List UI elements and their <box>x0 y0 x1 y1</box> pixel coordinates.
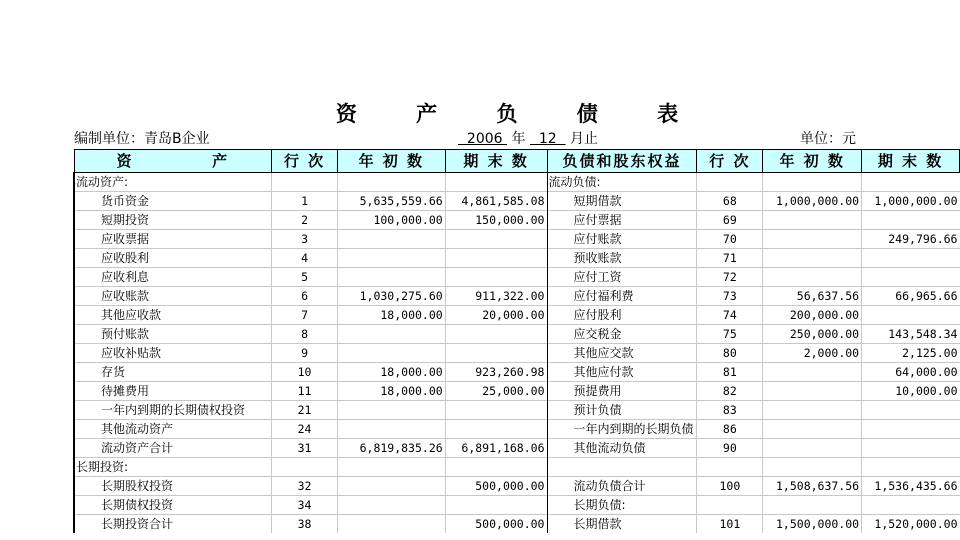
liability-end-cell: 1,536,435.66 <box>862 477 960 496</box>
col-header-begin2: 年 初 数 <box>763 150 862 173</box>
liability-end-cell: 249,796.66 <box>862 230 960 249</box>
liability-begin-cell <box>763 458 862 477</box>
asset-end-cell <box>445 458 547 477</box>
asset-begin-cell: 1,030,275.60 <box>337 287 445 306</box>
asset-name-cell: 应收利息 <box>74 268 272 287</box>
liability-begin-cell: 1,000,000.00 <box>763 192 862 211</box>
asset-name-cell: 流动资产合计 <box>74 439 272 458</box>
liability-begin-cell <box>763 439 862 458</box>
asset-begin-cell <box>337 249 445 268</box>
asset-row-no-cell: 1 <box>272 192 338 211</box>
liability-begin-cell: 56,637.56 <box>763 287 862 306</box>
liability-end-cell <box>862 249 960 268</box>
asset-end-cell <box>445 325 547 344</box>
liability-name-cell: 短期借款 <box>547 192 697 211</box>
liability-row-no-cell: 83 <box>697 401 763 420</box>
asset-begin-cell <box>337 401 445 420</box>
asset-begin-cell: 18,000.00 <box>337 382 445 401</box>
period-year: 2006 <box>466 131 503 147</box>
liability-end-cell: 1,520,000.00 <box>862 515 960 534</box>
liability-begin-cell <box>763 249 862 268</box>
liability-end-cell <box>862 306 960 325</box>
asset-end-cell <box>445 420 547 439</box>
table-row <box>74 515 960 534</box>
liability-end-cell <box>862 401 960 420</box>
asset-end-cell <box>445 249 547 268</box>
liability-begin-cell <box>763 363 862 382</box>
asset-name-cell: 应收票据 <box>74 230 272 249</box>
liability-name-cell: 流动负债: <box>547 173 697 192</box>
asset-begin-cell <box>337 230 445 249</box>
table-row <box>74 458 960 477</box>
currency-unit: 单位：元 <box>800 131 856 147</box>
liability-name-cell: 预计负债 <box>547 401 697 420</box>
col-header-liability: 负债和股东权益 <box>547 150 697 173</box>
table-row <box>74 325 960 344</box>
asset-end-cell <box>445 496 547 515</box>
asset-name-cell: 长期股权投资 <box>74 477 272 496</box>
period-year-suffix: 年 <box>511 131 526 147</box>
asset-end-cell: 500,000.00 <box>445 477 547 496</box>
asset-begin-cell: 18,000.00 <box>337 363 445 382</box>
asset-end-cell: 25,000.00 <box>445 382 547 401</box>
liability-end-cell: 64,000.00 <box>862 363 960 382</box>
liability-begin-cell <box>763 230 862 249</box>
asset-name-cell: 其他应收款 <box>74 306 272 325</box>
table-row <box>74 363 960 382</box>
asset-name-cell: 长期投资: <box>74 458 272 477</box>
liability-name-cell <box>547 458 697 477</box>
liability-name-cell: 其他流动负债 <box>547 439 697 458</box>
asset-row-no-cell: 8 <box>272 325 338 344</box>
liability-end-cell <box>862 458 960 477</box>
asset-name-cell: 预付账款 <box>74 325 272 344</box>
asset-name-cell: 长期债权投资 <box>74 496 272 515</box>
asset-row-no-cell: 21 <box>272 401 338 420</box>
asset-end-cell <box>445 268 547 287</box>
liability-row-no-cell <box>697 496 763 515</box>
table-row <box>74 401 960 420</box>
table-row <box>74 477 960 496</box>
asset-begin-cell: 5,635,559.66 <box>337 192 445 211</box>
asset-begin-cell <box>337 173 445 192</box>
liability-begin-cell <box>763 382 862 401</box>
table-row <box>74 420 960 439</box>
asset-begin-cell <box>337 477 445 496</box>
asset-name-cell: 其他流动资产 <box>74 420 272 439</box>
asset-row-no-cell: 4 <box>272 249 338 268</box>
liability-end-cell: 66,965.66 <box>862 287 960 306</box>
liability-row-no-cell <box>697 458 763 477</box>
liability-row-no-cell: 100 <box>697 477 763 496</box>
asset-name-cell: 待摊费用 <box>74 382 272 401</box>
liability-name-cell: 长期借款 <box>547 515 697 534</box>
period-month-suffix: 月止 <box>570 131 598 147</box>
table-row <box>74 249 960 268</box>
period-month: 12 <box>538 131 557 147</box>
liability-begin-cell <box>763 211 862 230</box>
asset-row-no-cell: 31 <box>272 439 338 458</box>
col-header-row-no2: 行 次 <box>697 150 763 173</box>
asset-row-no-cell: 5 <box>272 268 338 287</box>
asset-row-no-cell <box>272 173 338 192</box>
table-row <box>74 344 960 363</box>
asset-begin-cell <box>337 515 445 534</box>
prepared-by-unit: 编制单位：青岛B企业 <box>74 131 210 147</box>
liability-row-no-cell: 69 <box>697 211 763 230</box>
table-row <box>74 268 960 287</box>
col-header-asset-char2: 产 <box>212 152 230 170</box>
asset-begin-cell <box>337 268 445 287</box>
liability-end-cell: 1,000,000.00 <box>862 192 960 211</box>
liability-name-cell: 其他应交款 <box>547 344 697 363</box>
liability-name-cell: 一年内到期的长期负债 <box>547 420 697 439</box>
liability-row-no-cell <box>697 173 763 192</box>
asset-end-cell: 911,322.00 <box>445 287 547 306</box>
liability-row-no-cell: 86 <box>697 420 763 439</box>
asset-begin-cell: 18,000.00 <box>337 306 445 325</box>
asset-name-cell: 流动资产: <box>74 173 272 192</box>
asset-end-cell: 150,000.00 <box>445 211 547 230</box>
asset-row-no-cell: 24 <box>272 420 338 439</box>
asset-name-cell: 一年内到期的长期债权投资 <box>74 401 272 420</box>
asset-begin-cell <box>337 325 445 344</box>
table-row <box>74 306 960 325</box>
asset-row-no-cell: 32 <box>272 477 338 496</box>
balance-sheet-table <box>73 149 960 533</box>
table-row <box>74 439 960 458</box>
asset-end-cell: 4,861,585.08 <box>445 192 547 211</box>
liability-name-cell: 应付账款 <box>547 230 697 249</box>
asset-name-cell: 存货 <box>74 363 272 382</box>
liability-end-cell <box>862 439 960 458</box>
liability-row-no-cell: 74 <box>697 306 763 325</box>
liability-begin-cell: 200,000.00 <box>763 306 862 325</box>
asset-begin-cell <box>337 344 445 363</box>
liability-row-no-cell: 101 <box>697 515 763 534</box>
asset-end-cell <box>445 173 547 192</box>
liability-row-no-cell: 72 <box>697 268 763 287</box>
asset-end-cell <box>445 344 547 363</box>
table-row <box>74 192 960 211</box>
asset-row-no-cell: 34 <box>272 496 338 515</box>
liability-name-cell: 应付福利费 <box>547 287 697 306</box>
liability-row-no-cell: 80 <box>697 344 763 363</box>
liability-begin-cell: 250,000.00 <box>763 325 862 344</box>
col-header-asset-char1: 资 <box>116 152 134 170</box>
liability-begin-cell <box>763 420 862 439</box>
liability-begin-cell: 1,500,000.00 <box>763 515 862 534</box>
asset-row-no-cell: 6 <box>272 287 338 306</box>
liability-begin-cell <box>763 173 862 192</box>
asset-row-no-cell: 3 <box>272 230 338 249</box>
report-title: 资 产 负 债 表 <box>335 102 705 126</box>
liability-end-cell: 10,000.00 <box>862 382 960 401</box>
liability-end-cell <box>862 211 960 230</box>
asset-end-cell: 6,891,168.06 <box>445 439 547 458</box>
header-row <box>74 150 960 173</box>
col-header-end2: 期 末 数 <box>862 150 960 173</box>
liability-name-cell: 应付工资 <box>547 268 697 287</box>
liability-begin-cell <box>763 401 862 420</box>
liability-name-cell: 流动负债合计 <box>547 477 697 496</box>
liability-row-no-cell: 73 <box>697 287 763 306</box>
asset-begin-cell: 6,819,835.26 <box>337 439 445 458</box>
table-row <box>74 287 960 306</box>
liability-name-cell: 预提费用 <box>547 382 697 401</box>
asset-end-cell: 923,260.98 <box>445 363 547 382</box>
liability-row-no-cell: 82 <box>697 382 763 401</box>
asset-row-no-cell <box>272 458 338 477</box>
liability-begin-cell: 1,508,637.56 <box>763 477 862 496</box>
asset-begin-cell <box>337 458 445 477</box>
liability-name-cell: 长期负债: <box>547 496 697 515</box>
table-row <box>74 382 960 401</box>
liability-row-no-cell: 75 <box>697 325 763 344</box>
asset-name-cell: 货币资金 <box>74 192 272 211</box>
col-header-asset <box>74 150 272 173</box>
liability-row-no-cell: 70 <box>697 230 763 249</box>
liability-row-no-cell: 71 <box>697 249 763 268</box>
asset-name-cell: 应收账款 <box>74 287 272 306</box>
liability-begin-cell: 2,000.00 <box>763 344 862 363</box>
liability-end-cell: 143,548.34 <box>862 325 960 344</box>
asset-row-no-cell: 9 <box>272 344 338 363</box>
liability-name-cell: 应付票据 <box>547 211 697 230</box>
liability-name-cell: 应交税金 <box>547 325 697 344</box>
asset-begin-cell: 100,000.00 <box>337 211 445 230</box>
liability-row-no-cell: 68 <box>697 192 763 211</box>
table-row <box>74 230 960 249</box>
col-header-row-no: 行 次 <box>272 150 338 173</box>
table-row <box>74 173 960 192</box>
liability-end-cell <box>862 173 960 192</box>
liability-name-cell: 预收账款 <box>547 249 697 268</box>
table-row <box>74 211 960 230</box>
liability-name-cell: 其他应付款 <box>547 363 697 382</box>
asset-begin-cell <box>337 420 445 439</box>
liability-row-no-cell: 90 <box>697 439 763 458</box>
liability-begin-cell <box>763 496 862 515</box>
liability-end-cell <box>862 268 960 287</box>
col-header-begin: 年 初 数 <box>337 150 445 173</box>
asset-end-cell: 500,000.00 <box>445 515 547 534</box>
asset-end-cell: 20,000.00 <box>445 306 547 325</box>
report-period <box>458 130 598 148</box>
liability-begin-cell <box>763 268 862 287</box>
asset-begin-cell <box>337 496 445 515</box>
liability-name-cell: 应付股利 <box>547 306 697 325</box>
liability-end-cell: 2,125.00 <box>862 344 960 363</box>
table-row <box>74 496 960 515</box>
asset-row-no-cell: 10 <box>272 363 338 382</box>
liability-end-cell <box>862 420 960 439</box>
asset-row-no-cell: 38 <box>272 515 338 534</box>
asset-name-cell: 应收补贴款 <box>74 344 272 363</box>
asset-row-no-cell: 2 <box>272 211 338 230</box>
liability-row-no-cell: 81 <box>697 363 763 382</box>
asset-row-no-cell: 7 <box>272 306 338 325</box>
asset-name-cell: 长期投资合计 <box>74 515 272 534</box>
asset-end-cell <box>445 401 547 420</box>
asset-name-cell: 应收股利 <box>74 249 272 268</box>
liability-end-cell <box>862 496 960 515</box>
col-header-end: 期 末 数 <box>445 150 547 173</box>
asset-end-cell <box>445 230 547 249</box>
asset-row-no-cell: 11 <box>272 382 338 401</box>
asset-name-cell: 短期投资 <box>74 211 272 230</box>
